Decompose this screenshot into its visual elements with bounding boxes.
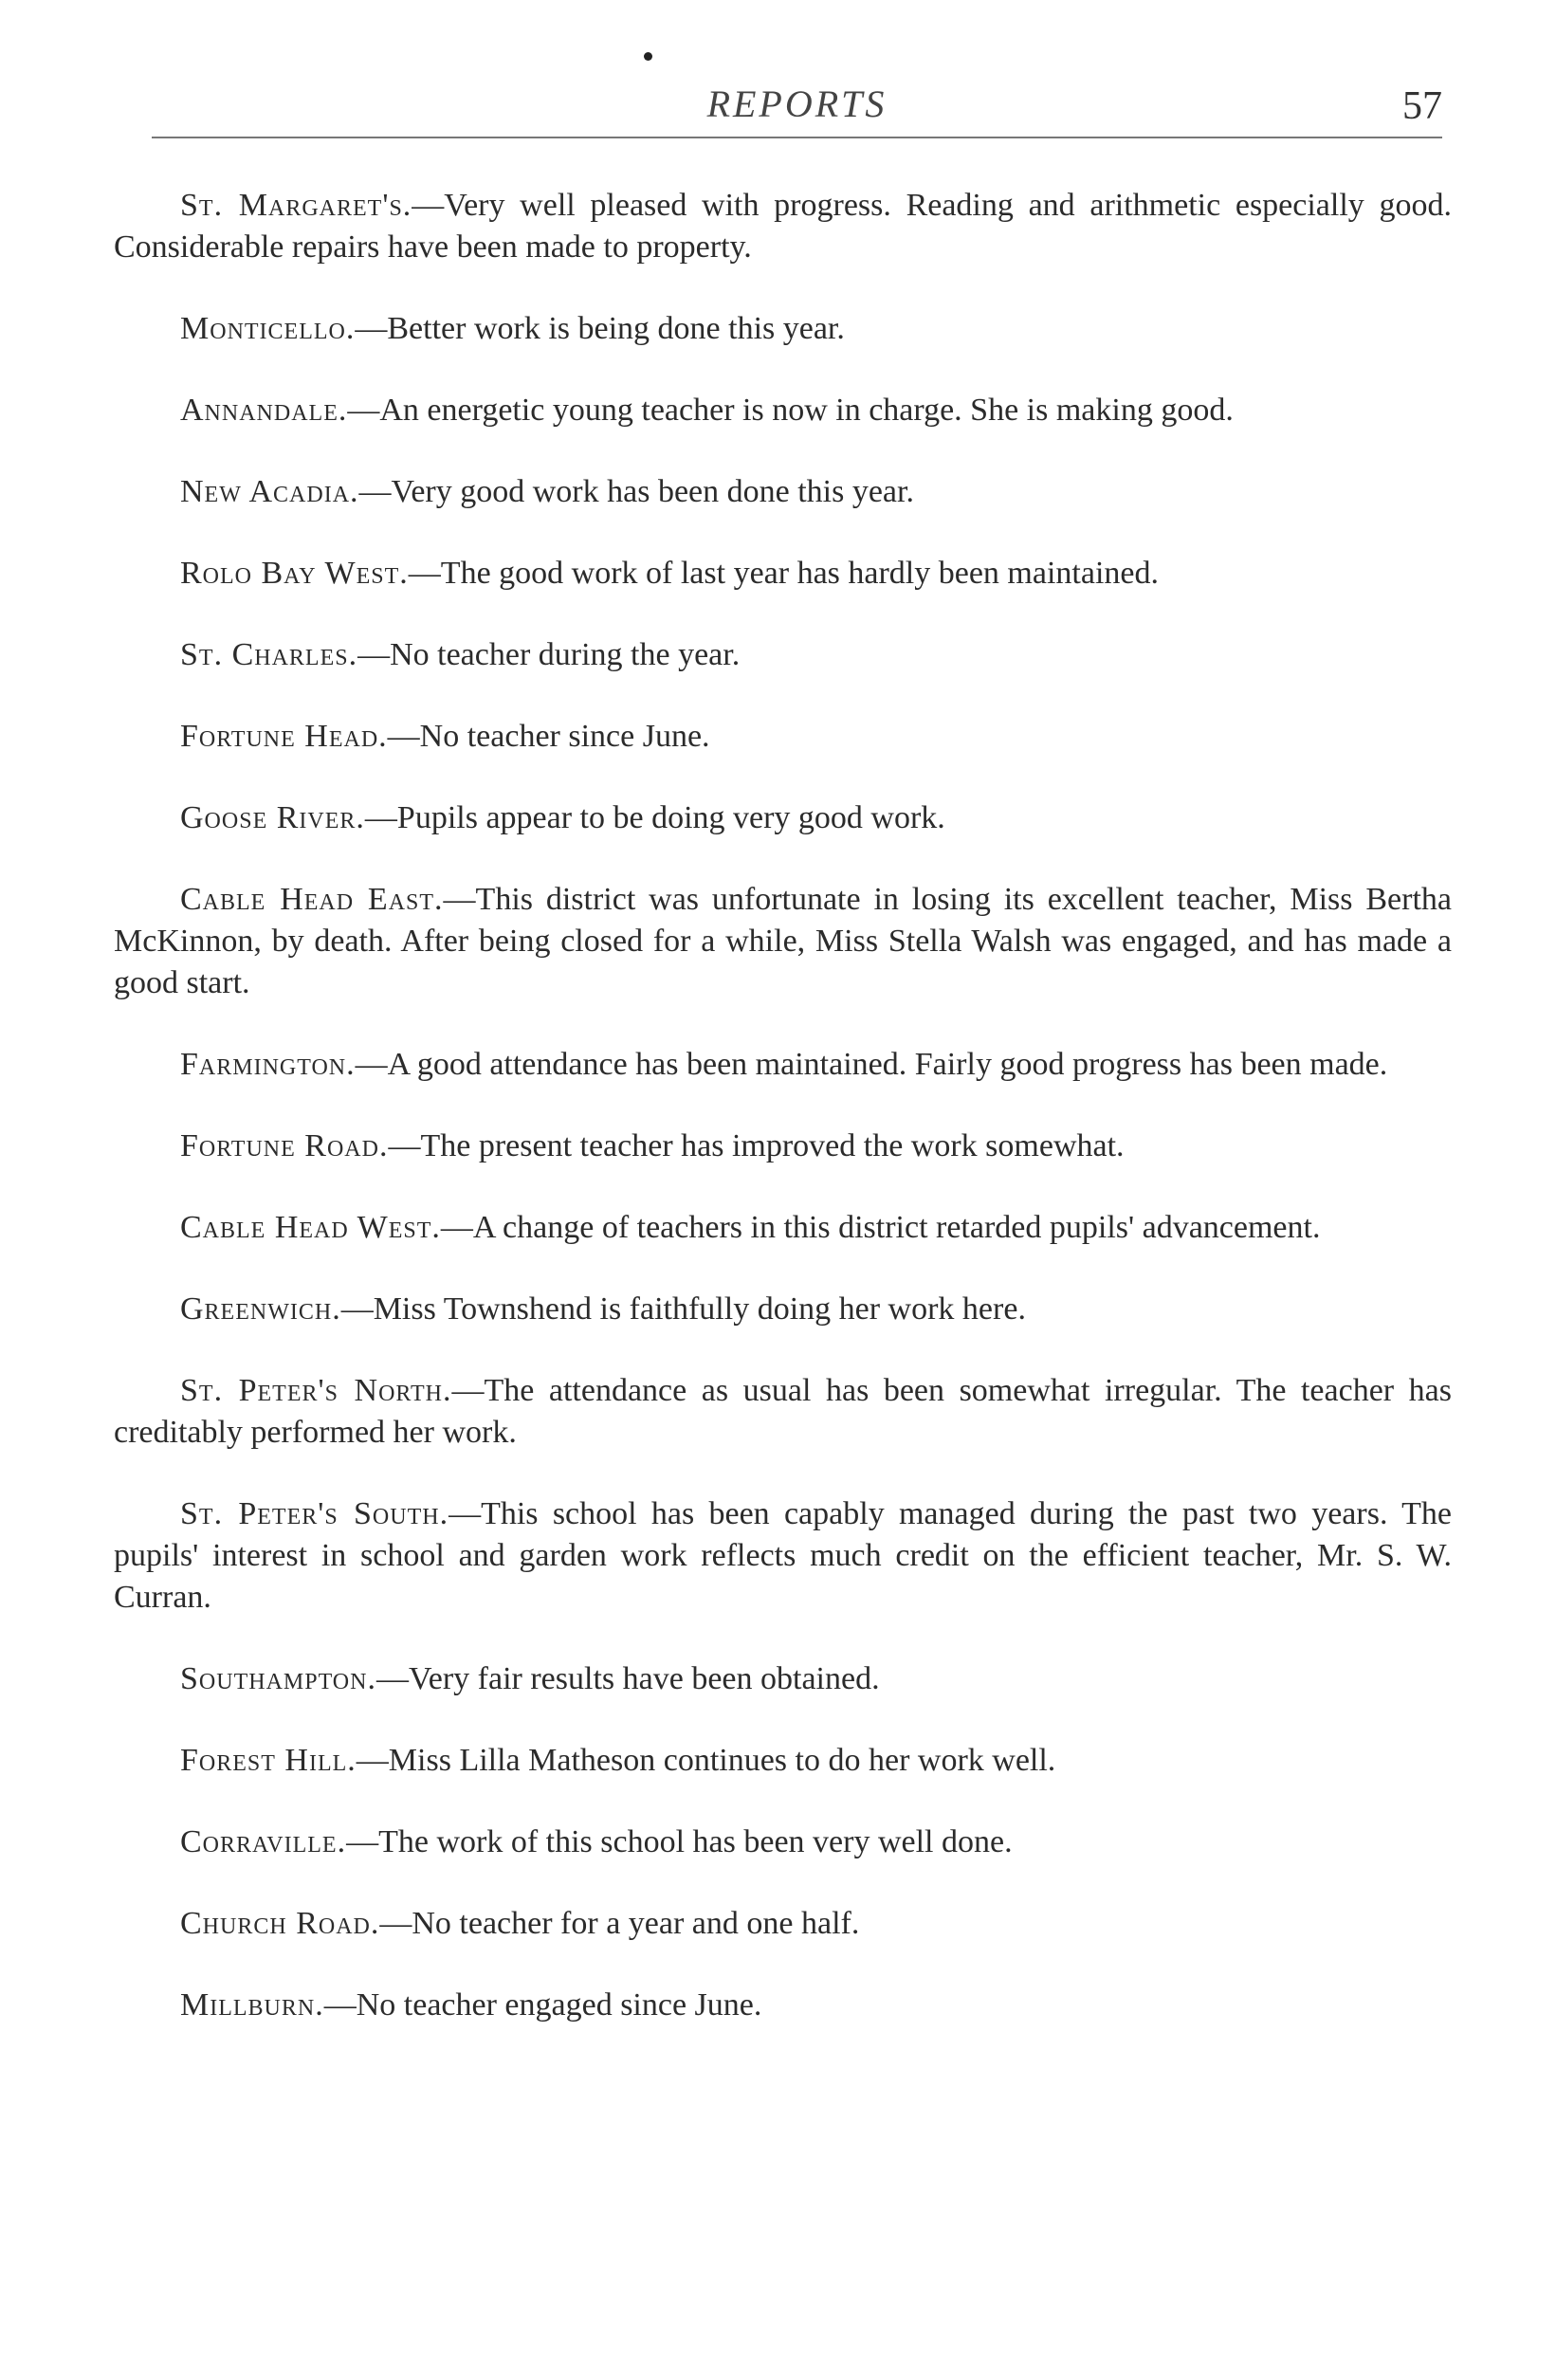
entry-text: —A good attendance has been maintained. Fairly good progress has been made. [355,1047,1388,1082]
report-entry [114,185,1452,268]
entry-text: —The attendance as usual has been somewhat irregular. The teacher has creditably performed her work. [114,1373,1452,1450]
district-name: Rolo Bay West. [180,556,409,591]
entry-text: —Pupils appear to be doing very good work. [364,800,945,835]
report-entry [114,1370,1452,1454]
entry-text: —The good work of last year has hardly been maintained. [408,556,1159,591]
report-entry [114,1126,1452,1167]
report-entry [114,390,1452,431]
report-entry [114,634,1452,676]
entry-text: —No teacher since June. [387,719,710,754]
district-name: Greenwich. [180,1291,341,1327]
page-header [152,76,1442,140]
report-entry [114,1740,1452,1782]
entry-text: —This school has been capably managed during the past two years. The pupils' interest in school and garden work reflects much credit on the efficient teacher, Mr. S. W. Curran. [114,1496,1452,1615]
report-entry [114,1493,1452,1619]
entry-text: —The work of this school has been very well done. [346,1824,1013,1859]
district-name: Fortune Road. [180,1128,389,1163]
report-entry [114,1822,1452,1863]
report-entry [114,1207,1452,1249]
report-entry [114,1044,1452,1086]
entry-text: —No teacher during the year. [357,637,741,672]
entry-text: —Very good work has been done this year. [358,474,914,509]
page-number: 57 [1402,84,1442,128]
entry-text: —No teacher engaged since June. [323,1987,762,2023]
ink-dot [644,52,652,61]
entry-text: —A change of teachers in this district retarded pupils' advancement. [440,1210,1321,1245]
report-entry [114,471,1452,513]
entry-text: —Very fair results have been obtained. [375,1661,880,1696]
district-name: New Acadia. [180,474,359,509]
entry-text: —Very well pleased with progress. Reading and arithmetic especially good. Considerable repairs have been made to property. [114,188,1452,265]
district-name: Church Road. [180,1906,380,1941]
district-name: Cable Head East. [180,882,444,917]
district-name: Goose River. [180,800,365,835]
report-entry [114,553,1452,595]
entry-text: —Better work is being done this year. [355,311,845,346]
report-entry [114,1985,1452,2026]
district-name: Cable Head West. [180,1210,441,1245]
report-entry [114,1289,1452,1330]
district-name: Fortune Head. [180,719,388,754]
district-name: Farmington. [180,1047,356,1082]
district-name: Corraville. [180,1824,347,1859]
district-name: St. Margaret's. [180,188,412,223]
report-entries [114,185,1452,2066]
district-name: Forest Hill. [180,1743,357,1778]
entry-text: —An energetic young teacher is now in charge. She is making good. [347,393,1234,428]
district-name: Monticello. [180,311,356,346]
entry-text: —Miss Lilla Matheson continues to do her work well. [356,1743,1056,1778]
entry-text: —Miss Townshend is faithfully doing her work here. [340,1291,1026,1327]
report-entry [114,308,1452,350]
district-name: Southampton. [180,1661,376,1696]
report-entry [114,879,1452,1004]
entry-text: —The present teacher has improved the work somewhat. [388,1128,1125,1163]
district-name: St. Peter's North. [180,1373,452,1408]
report-entry [114,797,1452,839]
entry-text: —This district was unfortunate in losing its excellent teacher, Miss Bertha McKinnon, by death. After being closed for a while, Miss Stella Walsh was engaged, and has made a good start. [114,882,1453,1000]
entry-text: —No teacher for a year and one half. [379,1906,860,1941]
header-rule [152,137,1442,138]
district-name: Millburn. [180,1987,324,2023]
district-name: St. Peter's South. [180,1496,449,1531]
report-entry [114,1903,1452,1945]
district-name: St. Charles. [180,637,358,672]
report-entry [114,1658,1452,1700]
running-head: REPORTS [706,82,888,125]
report-entry [114,716,1452,758]
district-name: Annandale. [180,393,348,428]
